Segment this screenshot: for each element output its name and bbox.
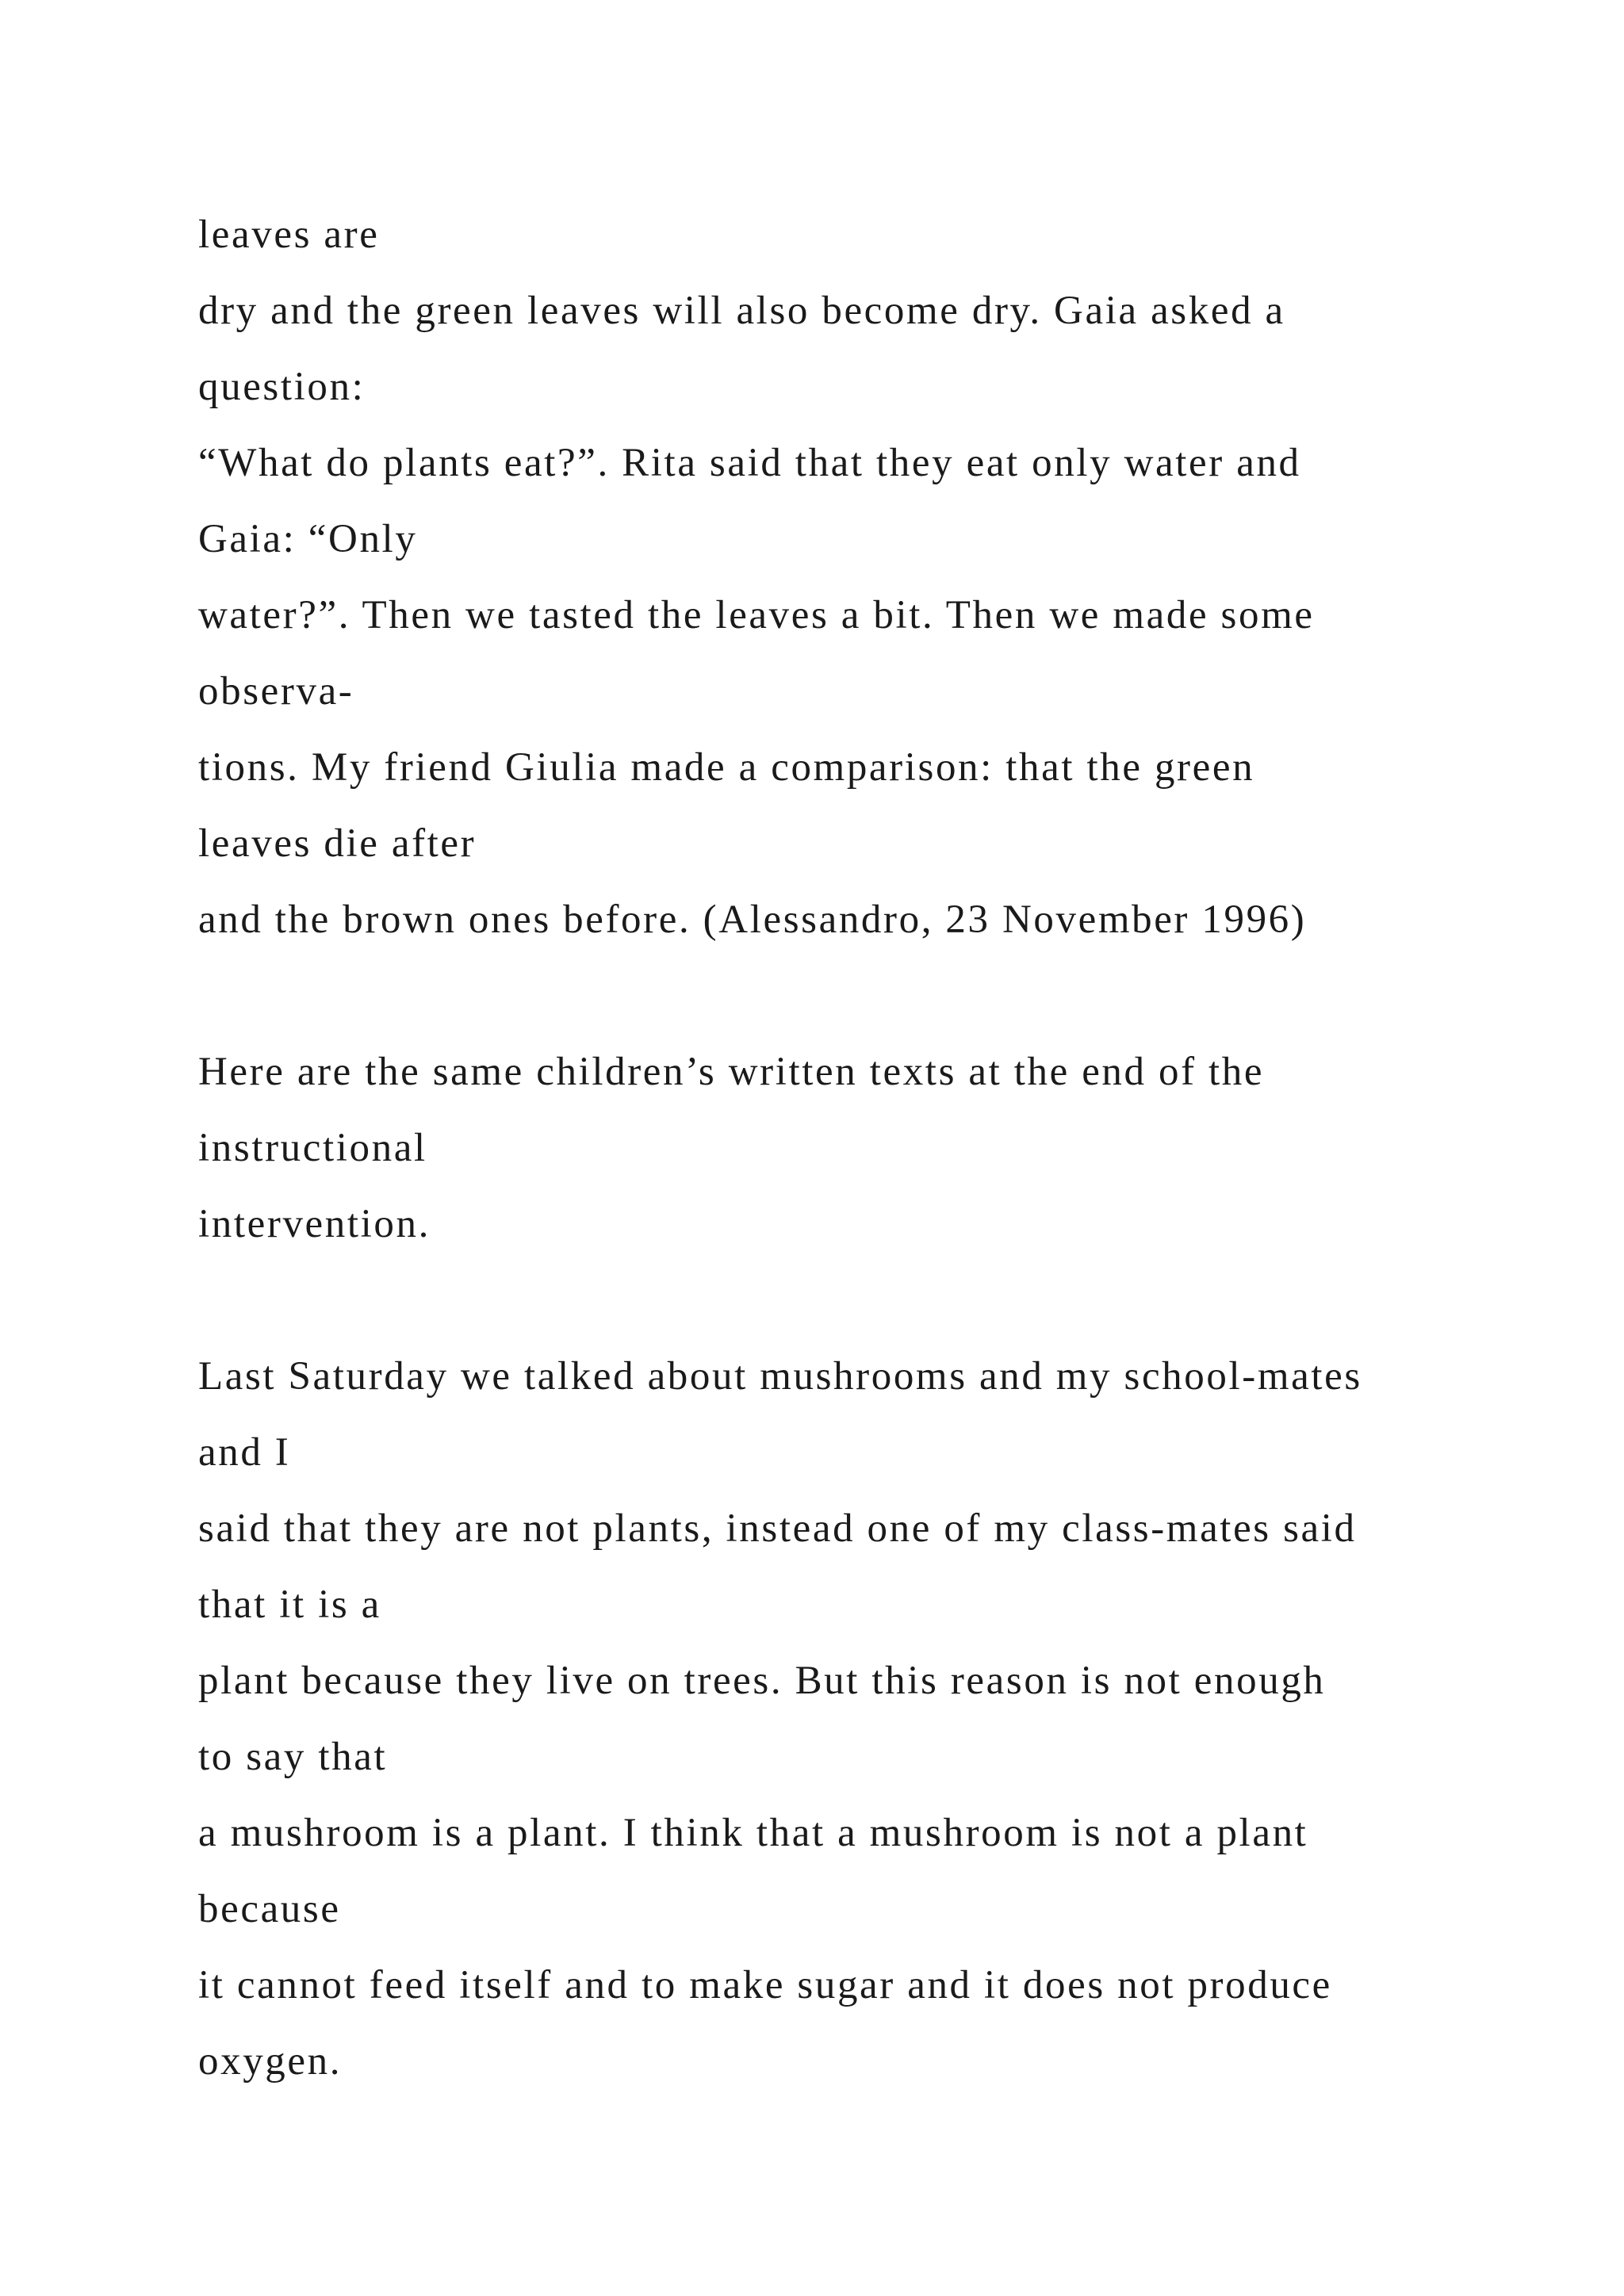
text-line: and the brown ones before. (Alessandro, 23 November 1996) [198,897,1307,942]
paragraph-spacer [198,958,1546,1034]
paragraph-3 [198,1338,1546,2099]
text-line: it cannot feed itself and to make sugar and it does not produce [198,1963,1332,2007]
text-line: observa- [198,669,354,714]
text-line: “What do plants eat?”. Rita said that they eat only water and [198,441,1301,485]
text-line: question: [198,365,366,409]
text-line: Gaia: “Only [198,517,418,561]
text-line: a mushroom is a plant. I think that a mushroom is not a plant [198,1811,1308,1855]
document-body [198,197,1546,2099]
text-line: leaves are [198,212,380,257]
text-line: dry and the green leaves will also become dry. Gaia asked a [198,289,1285,333]
paragraph-1 [198,197,1546,958]
text-line: water?”. Then we tasted the leaves a bit. Then we made some [198,593,1315,637]
text-line: intervention. [198,1202,431,1246]
text-line: tions. My friend Giulia made a comparison: that the green [198,745,1255,790]
text-line: said that they are not plants, instead one of my class-mates said [198,1506,1357,1551]
text-line: plant because they live on trees. But this reason is not enough [198,1659,1326,1703]
paragraph-spacer [198,1262,1546,1338]
text-line: because [198,1887,341,1931]
text-line: that it is a [198,1582,381,1627]
text-line: to say that [198,1735,388,1779]
text-line: instructional [198,1126,427,1170]
paragraph-2 [198,1034,1546,1262]
text-line: Here are the same children’s written texts at the end of the [198,1050,1265,1094]
text-line: and I [198,1430,291,1475]
text-line: Last Saturday we talked about mushrooms and my school-mates [198,1354,1362,1399]
text-line: leaves die after [198,821,477,866]
text-line: oxygen. [198,2039,343,2084]
